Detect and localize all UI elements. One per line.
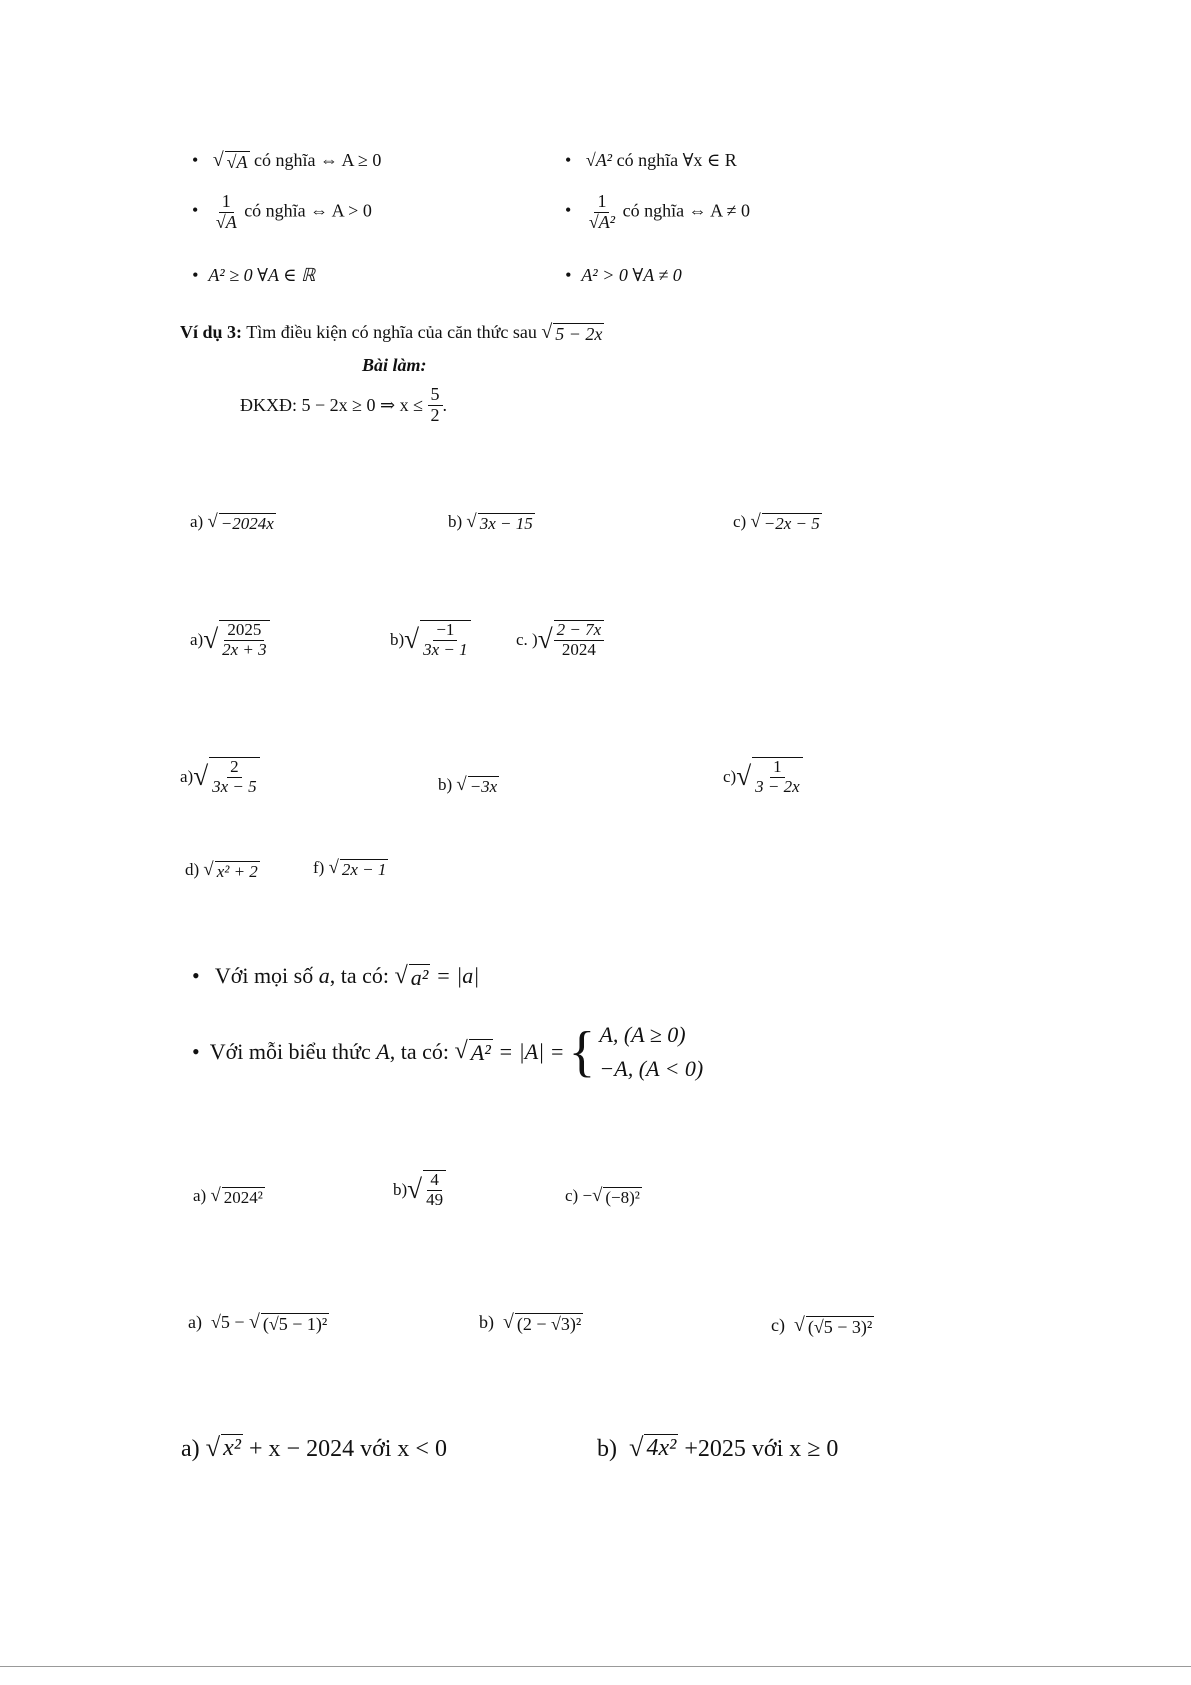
rule1-expr: √A <box>226 152 248 172</box>
identity1-text: Với mọi số <box>214 963 314 988</box>
set2-b: b) √ $\frac{-1}{3x - 1}$ <box>390 620 471 659</box>
set6-a-rad: x² <box>223 1435 241 1461</box>
set1-a-label: a) <box>190 512 204 531</box>
solution-title: Bài làm: <box>362 355 427 375</box>
set2-c: c. ) √ $\frac{2 - 7x}{2024}$ <box>516 620 604 659</box>
set3-d-label: d) <box>185 860 200 879</box>
set3-d: d) √ x² + 2 <box>185 859 258 881</box>
set2-c-label: c. ) <box>516 629 538 649</box>
rule1-text: có nghĩa ⇔ A ≥ 0 <box>254 150 382 170</box>
set2-a-den: 2x + 3 <box>222 639 267 659</box>
set3-a: a) √ $\frac{2}{3x - 5}$ <box>180 757 260 796</box>
rule-sqrt-a: • √ √A có nghĩa ⇔ A ≥ 0 <box>192 150 381 173</box>
set4-c-label: c) <box>565 1186 579 1205</box>
identity1-rad: a² <box>410 965 429 990</box>
rule-one-over-sqrt-a-squared <box>565 192 750 233</box>
set3-f-expr: 2x − 1 <box>341 860 387 879</box>
rule4-den: √A² <box>588 211 616 232</box>
set5-b-label: b) <box>479 1312 494 1332</box>
dkxd-line <box>240 385 447 426</box>
set2-c-num: 2 − 7x <box>554 621 605 641</box>
set3-c-den: 3 − 2x <box>755 776 800 796</box>
set2-a: a) √ $\frac{2025}{2x + 3}$ <box>190 620 270 659</box>
rule2-text: có nghĩa ∀x ∈ R <box>616 150 737 170</box>
identity2-text: Với mỗi biểu thức <box>209 1039 371 1065</box>
set1-b-expr: 3x − 15 <box>479 514 533 533</box>
identity-line-1: • Với mọi số a, ta có: √ a² = |a| <box>192 963 479 990</box>
footer-divider <box>0 1666 1191 1667</box>
set4-b: b) √ $\frac{4}{49}$ <box>393 1170 446 1209</box>
set5-a-label: a) <box>188 1312 202 1332</box>
set3-b-label: b) <box>438 775 453 794</box>
identity2-mid: , ta có: <box>389 1039 449 1065</box>
set5-a-expr: (√5 − 1)² <box>262 1314 328 1334</box>
rule-sqrt-a-squared <box>565 150 737 171</box>
set3-c-label: c) <box>723 766 737 786</box>
set6-b: b) √ 4x² +2025 với x ≥ 0 <box>597 1432 839 1462</box>
set2-b-den: 3x − 1 <box>423 639 468 659</box>
rule-a-squared-pos: • A² > 0 ∀A ≠ 0 <box>565 265 682 286</box>
set2-c-den: 2024 <box>561 639 596 659</box>
set4-b-den: 49 <box>426 1189 444 1209</box>
set1-c: c) √ −2x − 5 <box>733 511 820 533</box>
set3-b: b) √ −3x <box>438 774 498 796</box>
set3-f: f) √ 2x − 1 <box>313 857 387 879</box>
set3-b-expr: −3x <box>469 777 498 796</box>
set4-a-label: a) <box>193 1186 207 1205</box>
set6-a-label: a) <box>181 1436 200 1462</box>
set5-c-label: c) <box>771 1315 785 1335</box>
set4-b-label: b) <box>393 1179 408 1199</box>
set3-c-num: 1 <box>770 758 785 778</box>
set1-a: a) √ −2024x <box>190 511 274 533</box>
set5-c-expr: (√5 − 3)² <box>807 1317 873 1337</box>
rule4-text: có nghĩa ⇔ A ≠ 0 <box>622 200 750 221</box>
set5-b-expr: (2 − √3)² <box>516 1314 582 1334</box>
identity-case-1: A, (A ≥ 0) <box>599 1022 686 1047</box>
set4-c-expr: (−8)² <box>605 1188 640 1207</box>
set1-a-expr: −2024x <box>220 514 274 533</box>
set4-a: a) √ 2024² <box>193 1185 263 1207</box>
set2-b-label: b) <box>390 629 405 649</box>
set4-a-expr: 2024² <box>223 1188 263 1207</box>
identity-line-2: • Với mỗi biểu thức A , ta có: √ A² = |A| = { A, (A ≥ 0) −A, (A < 0) <box>192 1018 703 1086</box>
set2-a-label: a) <box>190 629 204 649</box>
set3-a-label: a) <box>180 766 194 786</box>
set5-a-prefix: √5 − <box>210 1312 245 1332</box>
identity1-var: a <box>318 963 330 988</box>
set6-b-label: b) <box>597 1436 617 1462</box>
set6-a: a) √ x² + x − 2024 với x < 0 <box>181 1432 447 1462</box>
rule3-text: có nghĩa ⇔ A > 0 <box>244 200 372 221</box>
set3-a-num: 2 <box>227 758 242 778</box>
set3-c: c) √ $\frac{1}{3 - 2x}$ <box>723 757 803 796</box>
rule-a-squared-nonneg: • A² ≥ 0 ∀A ∈ ℝ <box>192 265 315 286</box>
set4-b-num: 4 <box>427 1171 442 1191</box>
set1-c-expr: −2x − 5 <box>763 514 820 533</box>
set3-d-expr: x² + 2 <box>216 862 258 881</box>
set6-a-rest: + x − 2024 với x < 0 <box>249 1436 447 1462</box>
rule4-num: • 1 <box>594 192 609 213</box>
dkxd-frac-num: 5 <box>428 385 443 406</box>
example-label: Ví dụ 3: <box>180 322 243 342</box>
set6-b-rest: +2025 với x ≥ 0 <box>684 1436 839 1462</box>
set1-b: b) √ 3x − 15 <box>448 511 533 533</box>
rule-one-over-sqrt-a <box>192 192 372 233</box>
set2-a-num: 2025 <box>224 621 264 641</box>
identity2-rad: A² <box>470 1039 491 1065</box>
identity-case-2: −A, (A < 0) <box>599 1056 704 1082</box>
rule2-expr: √A² <box>585 150 613 170</box>
identity1-eq: = |a| <box>435 963 480 988</box>
identity2-var: A <box>376 1039 390 1065</box>
cases-brace: { <box>568 1021 596 1084</box>
set3-f-label: f) <box>313 858 325 877</box>
dkxd-dot: . <box>442 394 447 415</box>
set5-c: c) √ (√5 − 3)² <box>771 1314 873 1337</box>
identity1-mid: , ta có: <box>329 963 389 988</box>
set4-c-prefix: − <box>582 1186 593 1205</box>
set6-b-rad: 4x² <box>646 1435 677 1461</box>
set3-a-den: 3x − 5 <box>212 776 257 796</box>
rule3-num: • 1 <box>219 192 234 213</box>
rule3-den: √A <box>215 211 237 232</box>
example-expr: 5 − 2x <box>555 324 603 344</box>
set5-b: b) √ (2 − √3)² <box>479 1311 582 1334</box>
example-3: Ví dụ 3: Tìm điều kiện có nghĩa của căn thức sau √ 5 − 2x <box>180 321 603 344</box>
set4-c: c) − √ (−8)² <box>565 1185 640 1207</box>
set1-b-label: b) <box>448 512 463 531</box>
set5-a: a) √5 − √ (√5 − 1)² <box>188 1311 328 1334</box>
example-text: Tìm điều kiện có nghĩa của căn thức sau <box>246 322 537 342</box>
set2-b-num: −1 <box>433 621 457 641</box>
set1-c-label: c) <box>733 512 747 531</box>
dkxd-frac-den: 2 <box>430 404 440 425</box>
identity2-eq: = |A| = <box>498 1039 565 1065</box>
dkxd-prefix: ĐKXĐ: 5 − 2x ≥ 0 ⇒ x ≤ <box>240 394 423 415</box>
